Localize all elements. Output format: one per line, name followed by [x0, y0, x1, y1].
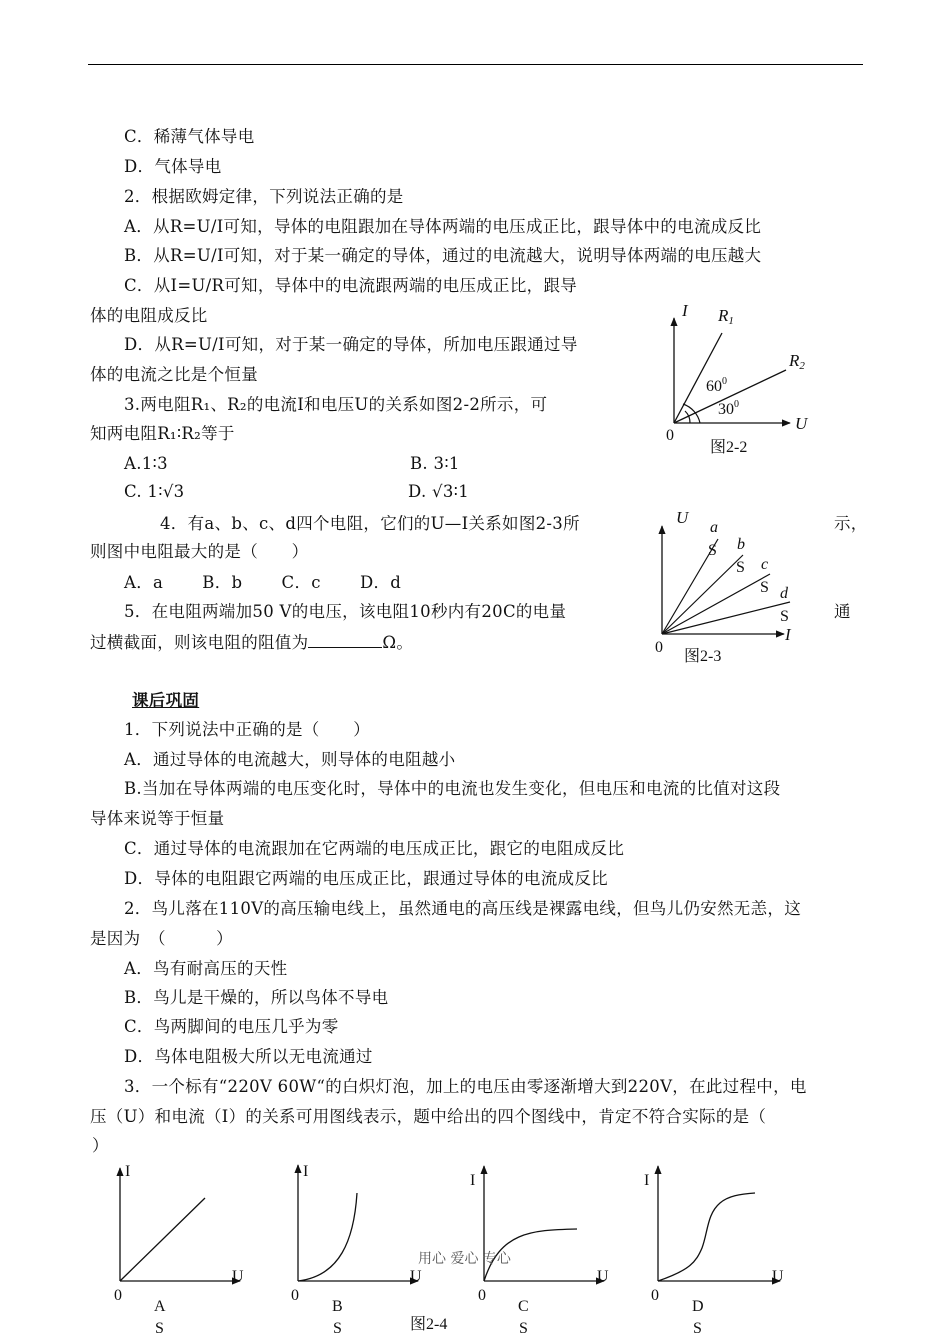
u-label: U [597, 1268, 609, 1285]
origin-label: 0 [478, 1287, 486, 1304]
s-label: S [760, 579, 769, 596]
text-line: 体的电流之比是个恒量 [90, 365, 258, 384]
figure-2-3 [655, 508, 792, 665]
figure-caption: 图2-2 [710, 439, 748, 456]
text-line: B．从R=U/I可知，对于某一确定的导体，通过的电流越大，说明导体两端的电压越大 [124, 246, 762, 265]
origin-label: 0 [666, 427, 674, 444]
degree-mark: 0 [722, 376, 727, 387]
text-line: B．鸟儿是干燥的，所以鸟体不导电 [124, 988, 389, 1007]
r2-text: R [789, 351, 800, 370]
curve-a [120, 1198, 205, 1281]
r1-text: R [718, 306, 729, 325]
i-label: I [470, 1172, 476, 1189]
section-heading: 课后巩固 [132, 691, 200, 710]
u-label: U [232, 1268, 244, 1285]
origin-label: 0 [651, 1287, 659, 1304]
text-line: C．从I=U/R可知，导体中的电流跟两端的电压成正比，跟导 [124, 276, 578, 295]
line-b [662, 555, 743, 634]
r2-sub: 2 [799, 360, 805, 372]
text-line: 3.两电阻R₁、R₂的电流I和电压U的关系如图2-2所示，可 [124, 395, 548, 414]
i-label: I [644, 1172, 650, 1189]
line-d [662, 602, 790, 634]
graph-label-c: C [518, 1298, 529, 1315]
angle-60-label [706, 376, 727, 395]
line-label-c: c [761, 556, 769, 573]
graph-d [644, 1166, 784, 1337]
text-line: A．通过导体的电流越大，则导体的电阻越小 [124, 750, 456, 769]
angle-value: 30 [718, 401, 734, 418]
u-label: U [410, 1268, 422, 1285]
text-line: 1．下列说法中正确的是（ ） [124, 720, 370, 739]
line-label-b: b [737, 536, 745, 553]
i-label: I [125, 1163, 131, 1180]
origin-label: 0 [114, 1287, 122, 1304]
line-label-a: a [710, 519, 718, 536]
line-c [662, 574, 770, 634]
graph-label-a: A [154, 1298, 166, 1315]
text-line: B.当加在导体两端的电压变化时，导体中的电流也发生变化，但电压和电流的比值对这段 [124, 779, 781, 798]
text-line: A．从R=U/I可知，导体的电阻跟加在导体两端的电压成正比，跟导体中的电流成反比 [124, 217, 762, 236]
graph-label-d: D [692, 1298, 704, 1315]
s-label: S [708, 542, 717, 559]
text-line: C．稀薄气体导电 [124, 127, 255, 146]
i-label: I [303, 1163, 309, 1180]
option-a: A.1∶3 [124, 454, 168, 473]
r1-label [717, 306, 734, 327]
text-line: D．气体导电 [124, 157, 222, 176]
graph-label-b: B [332, 1298, 343, 1315]
figure-caption: 图2-4 [410, 1316, 448, 1333]
option-c: C. 1∶√3 [124, 482, 185, 501]
i-label: I [682, 301, 688, 320]
u-label: U [795, 414, 808, 433]
u-label: U [772, 1268, 784, 1285]
text-line: 2．鸟儿落在110V的高压输电线上，虽然通电的高压线是裸露电线，但鸟儿仍安然无恙，这 [124, 899, 802, 918]
text-line: 示， [834, 514, 868, 533]
graph-b [291, 1163, 422, 1337]
option-d: D. √3∶1 [408, 482, 470, 501]
option-b: B. 3∶1 [410, 454, 460, 473]
s-label: S [736, 559, 745, 576]
text-line: C．鸟两脚间的电压几乎为零 [124, 1017, 339, 1036]
text-line: 4．有a、b、c、d四个电阻，它们的U—I关系如图2-3所 [160, 514, 580, 533]
text-line: 导体来说等于恒量 [90, 809, 225, 828]
s-label: S [155, 1320, 164, 1337]
text-line: 知两电阻R₁∶R₂等于 [90, 424, 235, 443]
origin-label: 0 [291, 1287, 299, 1304]
text-fragment: 过横截面，则该电阻的阻值为 [90, 633, 309, 652]
text-line: C．通过导体的电流跟加在它两端的电压成正比，跟它的电阻成反比 [124, 839, 625, 858]
text-line: 通 [834, 602, 851, 621]
r2-label [788, 351, 805, 372]
text-line: 2．根据欧姆定律，下列说法正确的是 [124, 187, 404, 206]
r1-sub: 1 [728, 315, 734, 327]
text-fragment: Ω。 [382, 633, 414, 652]
i-label: I [785, 625, 791, 644]
curve-b [298, 1193, 357, 1281]
text-line: A．a B．b C．c D．d [124, 573, 402, 592]
figure-2-2 [666, 301, 809, 456]
origin-label: 0 [655, 639, 663, 656]
text-line: D．鸟体电阻极大所以无电流通过 [124, 1047, 373, 1066]
graph-a [114, 1163, 244, 1337]
text-line: 体的电阻成反比 [90, 306, 208, 325]
u-label: U [676, 508, 689, 527]
s-label: S [693, 1320, 702, 1337]
text-line: A．鸟有耐高压的天性 [124, 959, 288, 978]
angle-30-label [718, 399, 739, 418]
footer-watermark: 用心 爱心 专心 [418, 1251, 511, 1267]
text-line: 压（U）和电流（I）的关系可用图线表示，题中给出的四个图线中，肯定不符合实际的是（ [90, 1107, 767, 1126]
curve-d [658, 1193, 755, 1281]
text-line: D．从R=U/I可知，对于某一确定的导体，所加电压跟通过导 [124, 335, 578, 354]
text-line: 是因为 （ ） [90, 929, 233, 948]
degree-mark: 0 [734, 399, 739, 410]
text-line: 则图中电阻最大的是（ ） [90, 542, 309, 561]
text-line: 5．在电阻两端加50 V的电压，该电阻10秒内有20C的电量 [124, 602, 567, 621]
line-label-d: d [780, 585, 788, 602]
text-line: 3．一个标有“220V 60W“的白炽灯泡，加上的电压由零逐渐增大到220V，在此过程中，电 [124, 1077, 807, 1096]
text-line: D．导体的电阻跟它两端的电压成正比，跟通过导体的电流成反比 [124, 869, 608, 888]
figure-caption: 图2-3 [684, 648, 722, 665]
s-label: S [333, 1320, 342, 1337]
s-label: S [780, 608, 789, 625]
angle-arc [683, 404, 700, 423]
s-label: S [519, 1320, 528, 1337]
text-line: ） [92, 1136, 109, 1155]
angle-value: 60 [706, 378, 722, 395]
